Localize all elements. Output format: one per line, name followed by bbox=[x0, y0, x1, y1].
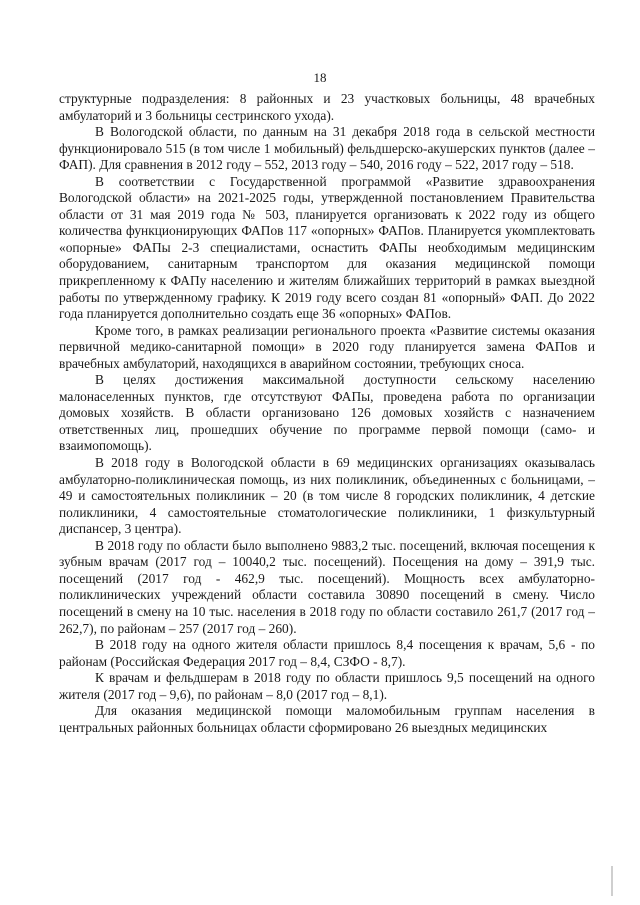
page-number: 18 bbox=[313, 70, 327, 85]
paragraph-fap-count: В Вологодской области, по данным на 31 декабря 2018 года в сельской местности функционировало 515 (в том числе 1 мобильный) фельдшерско-акушерских пунктов (далее – ФАП). Для сравнения в 2012 году – 552, 2013 году – 540, 2016 году – 522, 2017 году – 518. bbox=[59, 124, 595, 173]
paragraph-outpatient-organizations: В 2018 году в Вологодской области в 69 медицинских организациях оказывалась амбулаторно-поликлиническая помощь, из них поликлиник, объединенных с больницами, – 49 и самостоятельных поликлиник – 20 (в том числе 8 городских поликлиник, 4 детские поликлиники, 4 самостоятельные стоматологические поликлиники, 1 физкультурный диспансер, 3 центра). bbox=[59, 455, 595, 537]
paragraph-visits-per-resident: В 2018 году на одного жителя области пришлось 8,4 посещения к врачам, 5,6 - по районам (Российская Федерация 2017 год – 8,4, СЗФО - 8,7). bbox=[59, 637, 595, 669]
document-body bbox=[59, 91, 595, 736]
paragraph-continuation: структурные подразделения: 8 районных и 23 участковых больницы, 48 врачебных амбулаторий и 3 больницы сестринского ухода). bbox=[59, 91, 595, 123]
paragraph-doctor-paramedic-visits: К врачам и фельдшерам в 2018 году по области пришлось 9,5 посещений на одного жителя (2017 год – 9,6), по районам – 8,0 (2017 год – 8,1). bbox=[59, 670, 595, 702]
scan-edge-mark bbox=[611, 866, 613, 896]
paragraph-mobile-teams: Для оказания медицинской помощи маломобильным группам населения в центральных районных больницах области сформировано 26 выездных медицинских bbox=[59, 703, 595, 735]
paragraph-home-households: В целях достижения максимальной доступности сельскому населению малонаселенных пунктов, где отсутствуют ФАПы, проведена работа по организации домовых хозяйств. В области организовано 126 домовых хозяйств с назначением ответственных лиц, прошедших обучение по программе первой помощи (само- и взаимопомощь). bbox=[59, 372, 595, 454]
paragraph-regional-project: Кроме того, в рамках реализации регионального проекта «Развитие системы оказания первичной медико-санитарной помощи» в 2020 году планируется замена ФАПов и врачебных амбулаторий, находящихся в аварийном состоянии, требующих сноса. bbox=[59, 322, 595, 371]
paragraph-state-program: В соответствии с Государственной программой «Развитие здравоохранения Вологодской области» на 2021-2025 годы, утвержденной постановлением Правительства области от 31 мая 2019 года № 503, планируется организовать к 2022 году из общего количества функционирующих ФАПов 117 «опорных» ФАПов. Планируется укомплектовать «опорные» ФАПы 2-3 специалистами, оснастить ФАПы необходимым медицинским оборудованием, санитарным транспортом для оказания медицинской помощи прикрепленному к ФАПу населению и жителям ближайших территорий в рамках выездной работы по утвержденному графику. К 2019 году всего создан 81 «опорный» ФАП. До 2022 года планируется дополнительно создать еще 36 «опорных» ФАПов. bbox=[59, 173, 595, 322]
paragraph-visits-volume: В 2018 году по области было выполнено 9883,2 тыс. посещений, включая посещения к зубным врачам (2017 год – 10040,2 тыс. посещений). Посещения на дому – 391,9 тыс. посещений (2017 год - 462,9 тыс. посещений). Мощность всех амбулаторно-поликлинических учреждений области составила 30890 посещений в смену. Число посещений в смену на 10 тыс. населения в 2018 году по области составило 261,7 (2017 год – 262,7), по районам – 257 (2017 год – 260). bbox=[59, 537, 595, 636]
